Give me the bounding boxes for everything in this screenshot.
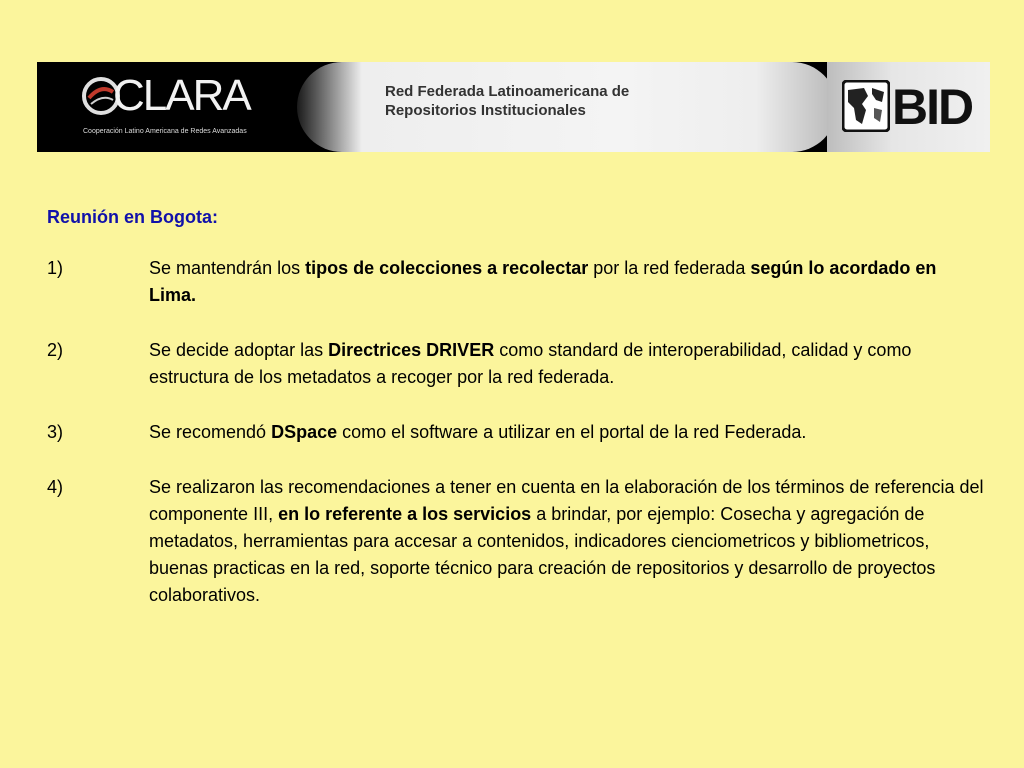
- bid-logo-text: BID: [892, 79, 973, 135]
- item-text-bold: Directrices DRIVER: [328, 340, 495, 360]
- page-heading: Reunión en Bogota:: [47, 207, 218, 227]
- list-item-1: [47, 255, 987, 309]
- list-item-3: [47, 419, 987, 446]
- main-content: [47, 204, 987, 637]
- item-text-segment: Se decide adoptar las: [149, 340, 329, 360]
- header-banner: [37, 62, 990, 152]
- item-text-bold: DSpace: [271, 422, 338, 442]
- banner-title-line1: Red Federada Latinoamericana de: [385, 83, 630, 100]
- item-text: [149, 474, 987, 609]
- item-text-segment: como standard de interoperabilidad, calidad y como estructura de los metadatos a recoger por la red federada.: [149, 340, 912, 387]
- list-item-4: [47, 474, 987, 609]
- clara-subtitle: Cooperación Latino Americana de Redes Avanzadas: [83, 128, 247, 135]
- item-number: 4): [47, 477, 64, 497]
- list-item-2: [47, 337, 987, 391]
- item-text-segment: a brindar, por ejemplo: Cosecha y agregación de metadatos, herramientas para accesar a contenidos, indicadores cienciometricos y bibliometricos, buenas practicas en la red, soporte técnico para creación de repositorios y desarrollo de proyectos colaborativos.: [149, 504, 936, 605]
- item-text-bold: en lo referente a los servicios: [278, 504, 532, 524]
- item-text-segment: como el software a utilizar en el portal de la red Federada.: [337, 422, 807, 442]
- bid-logo: [840, 76, 980, 138]
- globe-icon: [842, 80, 890, 132]
- banner-title-line2: Repositorios Institucionales: [385, 102, 586, 119]
- item-text-segment: Se mantendrán los: [149, 258, 306, 278]
- item-number: 2): [47, 340, 64, 360]
- item-text-bold: según lo acordado en Lima.: [149, 258, 937, 305]
- item-text: [149, 255, 987, 309]
- item-text-segment: Se realizaron las recomendaciones a tener en cuenta en la elaboración de los términos de referencia del componente III,: [149, 477, 984, 524]
- clara-logo-text: CLARA: [113, 71, 250, 120]
- item-number: 3): [47, 422, 64, 442]
- item-number: 1): [47, 258, 64, 278]
- item-text-segment: Se recomendó: [149, 422, 272, 442]
- banner-title: [385, 82, 629, 120]
- item-text-segment: por la red federada: [588, 258, 751, 278]
- item-text: [149, 337, 987, 391]
- item-text: [149, 419, 987, 446]
- clara-logo: [81, 70, 301, 144]
- item-text-bold: tipos de colecciones a recolectar: [305, 258, 589, 278]
